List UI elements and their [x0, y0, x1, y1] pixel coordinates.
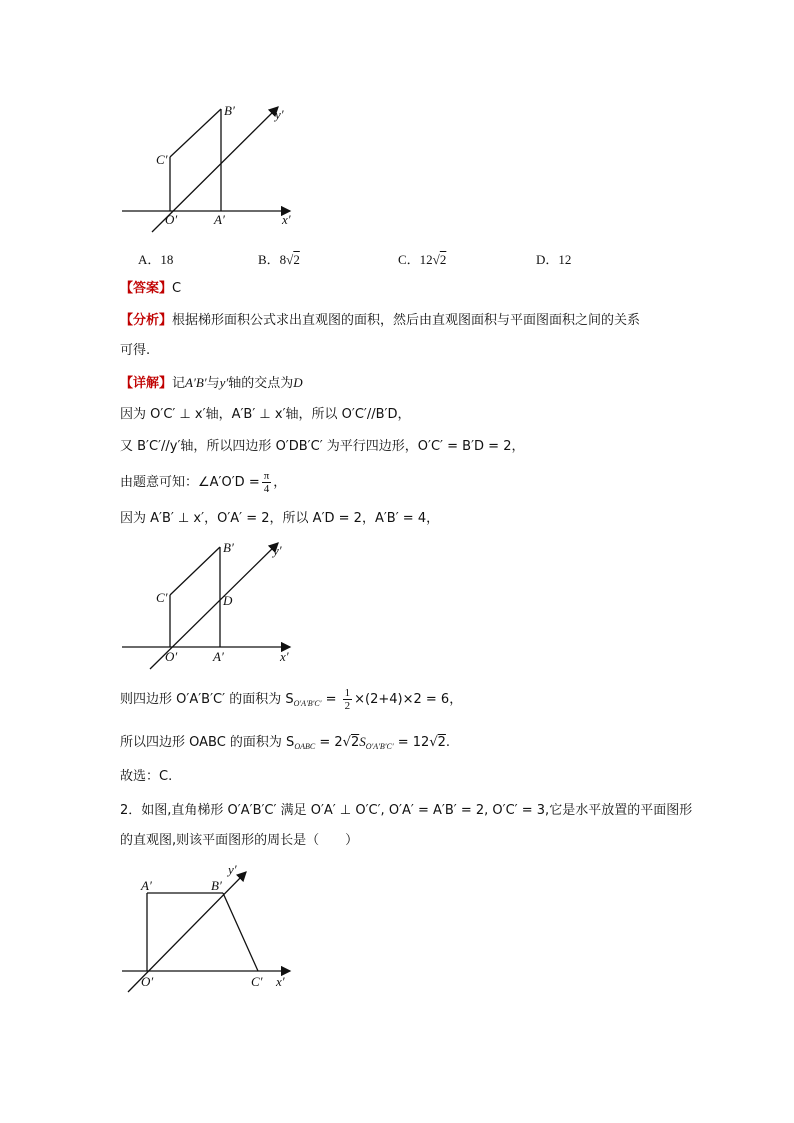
radical: √ [342, 735, 351, 750]
area2-rad1: 2 [350, 735, 360, 750]
area-line-1 [120, 682, 462, 722]
label-o: O′ [165, 212, 178, 227]
fraction-denominator: 2 [344, 700, 351, 712]
label-a: A′ [141, 878, 152, 893]
detail-1f: D [293, 375, 303, 390]
fraction-numerator: π [263, 470, 270, 482]
label-o: O′ [141, 974, 154, 989]
detail-1d: y′ [219, 375, 229, 390]
label-a: A′ [214, 212, 225, 227]
figure-1-oblique-diagram [110, 95, 310, 235]
analysis-line-2: 可得. [120, 343, 151, 358]
area2-d: = 12 [393, 735, 430, 750]
detail-line-1 [120, 374, 303, 393]
area1-c: ×(2+4)×2 = 6， [354, 692, 463, 707]
option-a[interactable]: A．18 [138, 252, 174, 267]
segment-cb [170, 109, 221, 157]
label-b: B′ [223, 540, 234, 555]
area2-c: S [359, 734, 366, 749]
area-line-2 [120, 733, 450, 756]
label-c: C′ [156, 152, 168, 167]
figure-2-oblique-diagram [110, 535, 310, 675]
label-c: C′ [156, 590, 168, 605]
question-2-line-2: 的直观图,则该平面图形的周长是（ ） [120, 833, 359, 848]
label-x: x′ [276, 974, 285, 989]
option-d[interactable]: D．12 [536, 252, 572, 267]
analysis-text-1: 根据梯形面积公式求出直观图的面积，然后由直观图面积与平面图面积之间的关系 [172, 313, 641, 328]
one-half-fraction [343, 687, 353, 712]
label-y: y′ [275, 107, 284, 122]
segment-cb [170, 547, 220, 595]
detail-1c: 与 [206, 376, 220, 391]
area2-e: . [445, 735, 451, 750]
radical: √ [429, 735, 438, 750]
label-x: x′ [282, 212, 291, 227]
pi-over-4-fraction [262, 470, 272, 495]
area1-sub: O′A′B′C′ [293, 699, 322, 708]
answer-line [120, 280, 181, 298]
detail-line-4 [120, 465, 286, 501]
area1-a: 则四边形 O′A′B′C′ 的面积为 S [120, 692, 294, 707]
detail-1e: 轴的交点为 [228, 376, 294, 391]
area2-sub2: O′A′B′C′ [365, 742, 394, 751]
area2-b: = 2 [315, 735, 343, 750]
detail-4a: 由题意可知：∠A′O′D = [120, 475, 260, 490]
option-b-prefix: B．8 [258, 252, 287, 267]
option-b-radicand: 2 [293, 252, 300, 267]
label-y: y′ [228, 862, 237, 877]
choice-line: 故选：C. [120, 769, 173, 784]
radical: √ [432, 252, 440, 267]
label-c: C′ [251, 974, 263, 989]
label-x: x′ [280, 649, 289, 664]
answer-tag: 【答案】 [120, 281, 173, 296]
label-y: y′ [273, 543, 282, 558]
detail-1a: 记 [172, 376, 186, 391]
option-c-prefix: C．12 [398, 252, 433, 267]
area2-sub: OABC [294, 742, 316, 751]
label-b: B′ [211, 878, 222, 893]
option-b[interactable] [258, 249, 300, 268]
label-b: B′ [224, 103, 235, 118]
analysis-line-1 [120, 312, 640, 330]
area2-a: 所以四边形 OABC 的面积为 S [120, 735, 295, 750]
detail-1b: A′B′ [185, 375, 207, 390]
area1-b: = [321, 692, 341, 707]
radical: √ [286, 252, 294, 267]
area2-rad2: 2 [437, 735, 446, 750]
detail-4b: ， [273, 475, 287, 490]
option-c-radicand: 2 [439, 252, 447, 267]
segment-bc [223, 893, 258, 971]
answer-value: C [172, 281, 182, 296]
detail-tag: 【详解】 [120, 376, 173, 391]
label-a: A′ [213, 649, 224, 664]
option-c[interactable] [398, 249, 446, 268]
figure-3-trapezoid-diagram [110, 858, 310, 998]
analysis-tag: 【分析】 [120, 313, 173, 328]
detail-line-5: 因为 A′B′ ⊥ x′，O′A′ = 2，所以 A′D = 2，A′B′ = 4， [120, 511, 440, 526]
detail-line-3: 又 B′C′//y′轴，所以四边形 O′DB′C′ 为平行四边形，O′C′ = B′D = 2， [120, 439, 525, 454]
label-o: O′ [165, 649, 178, 664]
fraction-numerator: 1 [344, 687, 351, 699]
detail-line-2: 因为 O′C′ ⊥ x′轴，A′B′ ⊥ x′轴，所以 O′C′//B′D， [120, 407, 411, 422]
question-2-line-1: 2．如图,直角梯形 O′A′B′C′ 满足 O′A′ ⊥ O′C′, O′A′ = A′B′ = 2, O′C′ = 3,它是水平放置的平面图形 [120, 803, 693, 818]
label-d: D [223, 593, 233, 608]
fraction-denominator: 4 [263, 483, 270, 495]
